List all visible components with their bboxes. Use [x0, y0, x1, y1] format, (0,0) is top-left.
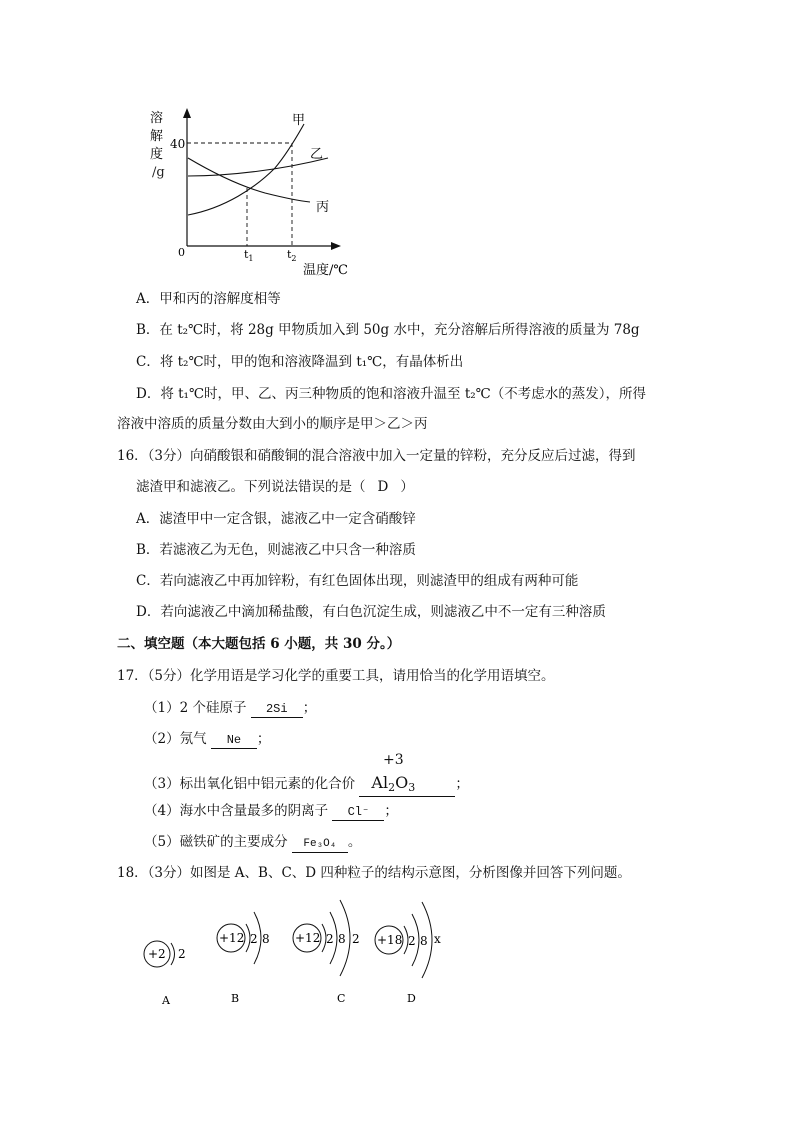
q17-item-5-label: （5）磁铁矿的主要成分 — [144, 834, 288, 850]
curve-yi — [188, 158, 328, 176]
q17-item-5-answer: Fe₃O₄ — [292, 837, 348, 853]
q17-item-1-end: ； — [302, 700, 317, 716]
particle-b-label: B — [231, 992, 240, 1005]
q17-item-2-answer: Ne — [211, 733, 257, 749]
particle-d — [375, 902, 441, 1005]
q17-item-1-label: （1）2 个硅原子 — [144, 700, 247, 716]
particle-c-label: C — [337, 992, 346, 1005]
particle-c-nucleus: +12 — [295, 931, 321, 945]
q17-item-5-end: 。 — [347, 834, 362, 850]
particle-d-shell-1: 2 — [408, 934, 416, 948]
x-axis-label: 温度/℃ — [303, 263, 348, 278]
origin-label: 0 — [178, 246, 185, 259]
q16-stem-post: ） — [400, 479, 414, 495]
q16-option-b: B．若滤液乙为无色，则滤液乙中只含一种溶质 — [136, 542, 416, 558]
q17-item-1 — [144, 698, 316, 718]
q15-option-b: B．在 t₂℃时，将 28g 甲物质加入到 50g 水中，充分溶解后所得溶液的质量为 78g — [136, 322, 640, 338]
q18-stem: 18．（3分）如图是 A、B、C、D 四种粒子的结构示意图，分析图像并回答下列问题。 — [117, 865, 631, 881]
q17-item-4-end: ； — [384, 803, 398, 819]
q15-option-d-cont: 溶液中溶质的质量分数由大到小的顺序是甲＞乙＞丙 — [117, 416, 428, 432]
q15-option-d: D．将 t₁℃时，甲、乙、丙三种物质的饱和溶液升温至 t₂℃（不考虑水的蒸发），所得 — [136, 386, 647, 402]
q15-option-a: A．甲和丙的溶解度相等 — [136, 291, 281, 307]
q17-item-2 — [144, 729, 270, 749]
y-tick-40: 40 — [170, 137, 186, 151]
y-axis-label-4: /g — [152, 165, 165, 180]
q15-option-c: C．将 t₂℃时，甲的饱和溶液降温到 t₁℃，有晶体析出 — [136, 354, 464, 370]
q17-valence: +3 — [383, 752, 404, 768]
atom-structure-diagrams — [130, 890, 470, 1015]
q16-stem-pre: 滤渣甲和滤液乙。下列说法错误的是（ — [136, 479, 366, 495]
particle-d-label: D — [407, 992, 416, 1005]
curve-jia — [188, 124, 304, 215]
q17-item-2-label: （2）氖气 — [144, 731, 207, 747]
particle-a-nucleus: +2 — [148, 947, 166, 961]
q17-item-3 — [144, 774, 469, 797]
q16-stem-line2 — [136, 477, 414, 497]
particle-a — [144, 941, 186, 1007]
particle-d-shell-3: x — [434, 932, 441, 946]
curve-label-yi: 乙 — [310, 147, 324, 162]
particle-c-shell-1: 2 — [326, 932, 334, 946]
q16-answer: D — [377, 479, 389, 495]
q17-item-5 — [144, 832, 361, 853]
q16-option-a: A．滤渣甲中一定含银，滤液乙中一定含硝酸锌 — [136, 511, 416, 527]
x-tick-t1: $t_1$ — [244, 248, 254, 263]
y-axis-label-3: 度 — [150, 147, 164, 162]
y-axis-label-1: 溶 — [150, 111, 164, 126]
x-axis-arrow — [331, 242, 341, 250]
particle-c — [293, 900, 360, 1005]
section2-title: 二、填空题（本大题包括 6 小题，共 30 分。） — [117, 636, 401, 652]
particle-c-shell-3: 2 — [352, 932, 360, 946]
q17-item-3-end: ； — [455, 776, 469, 792]
particle-d-nucleus: +18 — [377, 933, 403, 947]
particle-b — [217, 912, 270, 1005]
particle-c-shell-2: 8 — [338, 932, 346, 946]
q17-item-2-end: ； — [256, 731, 271, 747]
y-axis-arrow — [183, 108, 191, 118]
q17-item-3-label: （3）标出氧化铝中铝元素的化合价 — [144, 776, 356, 792]
q17-item-3-answer: $Al_2O_3$ — [359, 775, 455, 797]
q17-item-4-label: （4）海水中含量最多的阴离子 — [144, 803, 329, 819]
particle-b-nucleus: +12 — [219, 931, 245, 945]
y-axis-label-2: 解 — [150, 129, 164, 144]
q17-item-4-answer: Cl⁻ — [332, 805, 384, 821]
q16-stem-line1: 16．（3分）向硝酸银和硝酸铜的混合溶液中加入一定量的锌粉，充分反应后过滤，得到 — [117, 448, 636, 464]
particle-b-shell-1: 2 — [250, 932, 258, 946]
q17-item-4 — [144, 801, 398, 821]
particle-a-label: A — [162, 994, 170, 1007]
particle-b-shell-2: 8 — [262, 932, 270, 946]
curve-label-bing: 丙 — [316, 200, 330, 215]
x-tick-t2: $t_2$ — [287, 248, 297, 263]
particle-d-shell-2: 8 — [420, 934, 428, 948]
q16-option-c: C．若向滤液乙中再加锌粉，有红色固体出现，则滤渣甲的组成有两种可能 — [136, 573, 579, 589]
particle-a-shell-1: 2 — [178, 947, 186, 961]
q16-option-d: D．若向滤液乙中滴加稀盐酸，有白色沉淀生成，则滤液乙中不一定有三种溶质 — [136, 604, 606, 620]
q17-item-1-answer: 2Si — [251, 702, 303, 718]
q17-stem: 17．（5分）化学用语是学习化学的重要工具，请用恰当的化学用语填空。 — [117, 668, 555, 684]
curve-label-jia: 甲 — [292, 113, 306, 128]
solubility-chart — [140, 100, 380, 280]
